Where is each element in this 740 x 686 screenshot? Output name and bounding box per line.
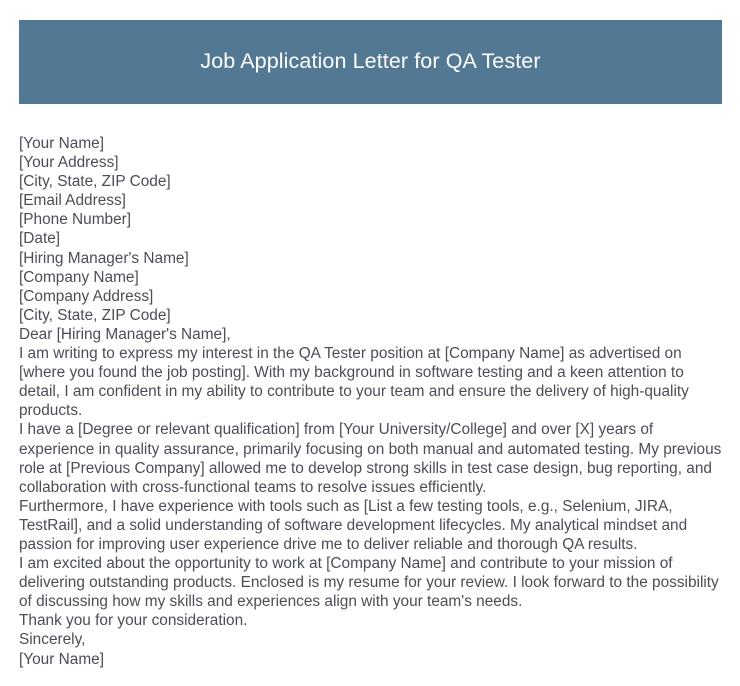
sender-phone-line: [Phone Number] [19,211,132,229]
recipient-company-line: [Company Name] [19,268,139,286]
paragraph-qualifications: I have a [Degree or relevant qualification] from [Your University/College] and over [X] years of experience in quality assurance, primarily focusing on both manual and automated testing. My previous role at [Previous Company] allowed me to develop strong skills in test case design, bug reporting, and collaboration with cross-functional teams to resolve issues efficiently. [19,421,722,496]
closing-line: Sincerely, [19,631,86,649]
document-title-banner [19,20,722,104]
recipient-manager-line: [Hiring Manager's Name] [19,249,189,267]
recipient-city-state-zip-line: [City, State, ZIP Code] [19,306,171,324]
page-title: Job Application Letter for QA Tester [200,49,541,74]
sender-address-line: [Your Address] [19,154,119,172]
sender-name-line: [Your Name] [19,135,104,152]
sender-city-state-zip-line: [City, State, ZIP Code] [19,173,171,191]
signature-name-line: [Your Name] [19,650,104,668]
thank-you-line: Thank you for your consideration. [19,612,248,630]
paragraph-intro: I am writing to express my interest in the QA Tester position at [Company Name] as advertised on [where you found the job posting]. With my background in software testing and a keen attention to detail, I am confident in my ability to contribute to your team and ensure the delivery of high-quality products. [19,345,689,420]
paragraph-closing-statement: I am excited about the opportunity to work at [Company Name] and contribute to your mission of delivering outstanding products. Enclosed is my resume for your review. I look forward to the possibility of discussing how my skills and experiences align with your team's needs. [19,555,719,611]
salutation-line: Dear [Hiring Manager's Name], [19,325,231,343]
sender-email-line: [Email Address] [19,192,126,210]
paragraph-tools: Furthermore, I have experience with tools such as [List a few testing tools, e.g., Selenium, JIRA, TestRail], and a solid understanding of software development lifecycles. My analytical mindset and passion for improving user experience drive me to deliver reliable and thorough QA results. [19,497,688,553]
date-line: [Date] [19,230,61,248]
letter-body [19,134,723,669]
recipient-address-line: [Company Address] [19,287,154,305]
